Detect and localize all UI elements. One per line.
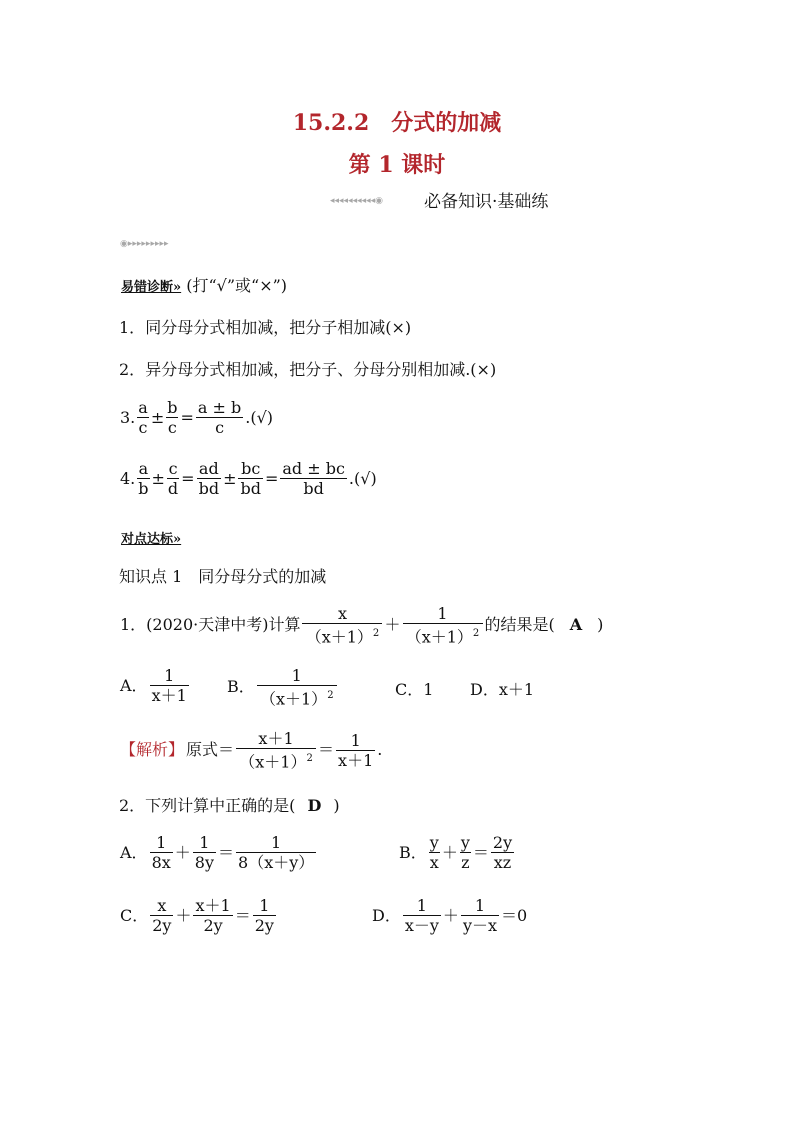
section-title: 15.2.2 分式的加减 xyxy=(292,110,502,136)
q1-option-d: D．x＋1 xyxy=(470,680,535,699)
diagnosis-tag: 易错诊断» xyxy=(121,280,182,295)
diagnosis-item-3: 3. $\frac{a}{c}$ ± $\frac{b}{c}$ = $\frac{a \pm b}{c}$ .(√) xyxy=(120,398,273,437)
diagnosis-header xyxy=(121,276,287,296)
analysis-label: 【解析】 xyxy=(120,740,185,760)
q1-analysis: 【解析】 原式＝ $\frac{x+1}{(x+1)^2}$ ＝ $\frac{1}{x+1}$ . xyxy=(120,729,383,772)
lesson-title: 第 1 课时 xyxy=(348,152,446,178)
question-stem: 2．下列计算中正确的是( xyxy=(119,796,296,815)
item-number: 1． xyxy=(119,318,146,337)
fraction: $\frac{a}{b}$ xyxy=(138,459,149,498)
fraction: $\frac{c}{d}$ xyxy=(167,459,179,498)
answer: A xyxy=(569,615,583,635)
fraction: $\frac{y}{z}$ xyxy=(460,833,470,872)
practice-label: 必备知识·基础练 xyxy=(424,192,549,212)
fraction: $\frac{x}{(x+1)^2}$ xyxy=(302,604,382,646)
item-number: 2． xyxy=(119,360,146,379)
item-text: 异分母分式相加减，把分子、分母分别相加减 xyxy=(145,360,466,379)
fraction: $\frac{1}{x+1}$ xyxy=(151,666,187,705)
fraction: $\frac{a}{c}$ xyxy=(138,398,148,437)
q2-option-b: B． $\frac{y}{x}$ ＋ $\frac{y}{z}$ ＝ $\frac{2y}{xz}$ xyxy=(399,833,513,872)
fraction: $\frac{1}{8x}$ xyxy=(151,833,171,872)
diagnosis-item-4: 4. $\frac{a}{b}$ ± $\frac{c}{d}$ = $\frac{ad}{bd}$ ± $\frac{bc}{bd}$ = $\frac{ad \pm bc}{bd}$ .(√) xyxy=(120,459,377,498)
item-mark: .(×) xyxy=(465,360,497,379)
q1-option-b: B． $\frac{1}{(x+1)^2}$ xyxy=(226,666,338,708)
fraction: $\frac{ad \pm bc}{bd}$ xyxy=(282,459,345,498)
fraction: $\frac{1}{x-y}$ xyxy=(404,896,439,935)
fraction: $\frac{ad}{bd}$ xyxy=(198,459,220,498)
diagnosis-item-2 xyxy=(119,360,496,380)
fraction: $\frac{2y}{xz}$ xyxy=(492,833,513,872)
fraction: $\frac{y}{x}$ xyxy=(429,833,439,872)
q2-option-d: D． $\frac{1}{x-y}$ ＋ $\frac{1}{y-x}$ ＝0 xyxy=(372,896,528,935)
q1-option-a: A． $\frac{1}{x+1}$ xyxy=(120,666,187,705)
fraction: $\frac{bc}{bd}$ xyxy=(240,459,261,498)
q1-option-c: C．1 xyxy=(395,680,434,699)
q2-option-a: A． $\frac{1}{8x}$ ＋ $\frac{1}{8y}$ ＝ $\frac{1}{8(x+y)}$ xyxy=(120,833,315,872)
fraction: $\frac{a \pm b}{c}$ xyxy=(197,398,242,437)
item-number: 3. xyxy=(120,407,136,427)
arrow-strip-left: ◂◂◂◂◂◂◂◂◂◂◉ xyxy=(330,196,384,206)
fraction: $\frac{x+1}{(x+1)^2}$ xyxy=(236,729,316,771)
question-1: 1．(2020·天津中考)计算 $\frac{x}{(x+1)^2}$ ＋ $\frac{1}{(x+1)^2}$ 的结果是( A ) xyxy=(120,604,604,647)
fraction: $\frac{1}{y-x}$ xyxy=(462,896,498,935)
practice-tag: 对点达标» xyxy=(121,532,182,547)
diagnosis-item-1 xyxy=(119,318,411,338)
fraction: $\frac{1}{8y}$ xyxy=(194,833,214,872)
fraction: $\frac{1}{2y}$ xyxy=(254,896,274,935)
fraction: $\frac{x}{2y}$ xyxy=(152,896,172,935)
answer: D xyxy=(307,796,322,815)
question-stem: 1．(2020·天津中考)计算 xyxy=(120,615,301,635)
item-number: 4. xyxy=(120,468,136,488)
item-mark: (×) xyxy=(385,318,412,337)
fraction: $\frac{1}{(x+1)^2}$ xyxy=(403,604,483,646)
item-mark: .(√) xyxy=(245,407,273,427)
diagnosis-instruction: (打“√”或“×”) xyxy=(186,276,288,295)
fraction: $\frac{1}{8(x+y)}$ xyxy=(238,833,315,872)
question-2: 2．下列计算中正确的是( D ) xyxy=(119,796,340,815)
fraction: $\frac{1}{(x+1)^2}$ xyxy=(257,666,337,708)
fraction: $\frac{b}{c}$ xyxy=(167,398,178,437)
item-mark: .(√) xyxy=(348,468,377,488)
fraction: $\frac{x+1}{2y}$ xyxy=(195,896,231,935)
knowledge-point: 知识点 1 同分母分式的加减 xyxy=(119,567,327,586)
arrow-strip-right: ◉▸▸▸▸▸▸▸▸▸ xyxy=(120,239,169,249)
q2-option-c: C． $\frac{x}{2y}$ ＋ $\frac{x+1}{2y}$ ＝ $\frac{1}{2y}$ xyxy=(120,896,274,935)
item-text: 同分母分式相加减，把分子相加减 xyxy=(145,318,386,337)
fraction: $\frac{1}{x+1}$ xyxy=(338,730,374,770)
